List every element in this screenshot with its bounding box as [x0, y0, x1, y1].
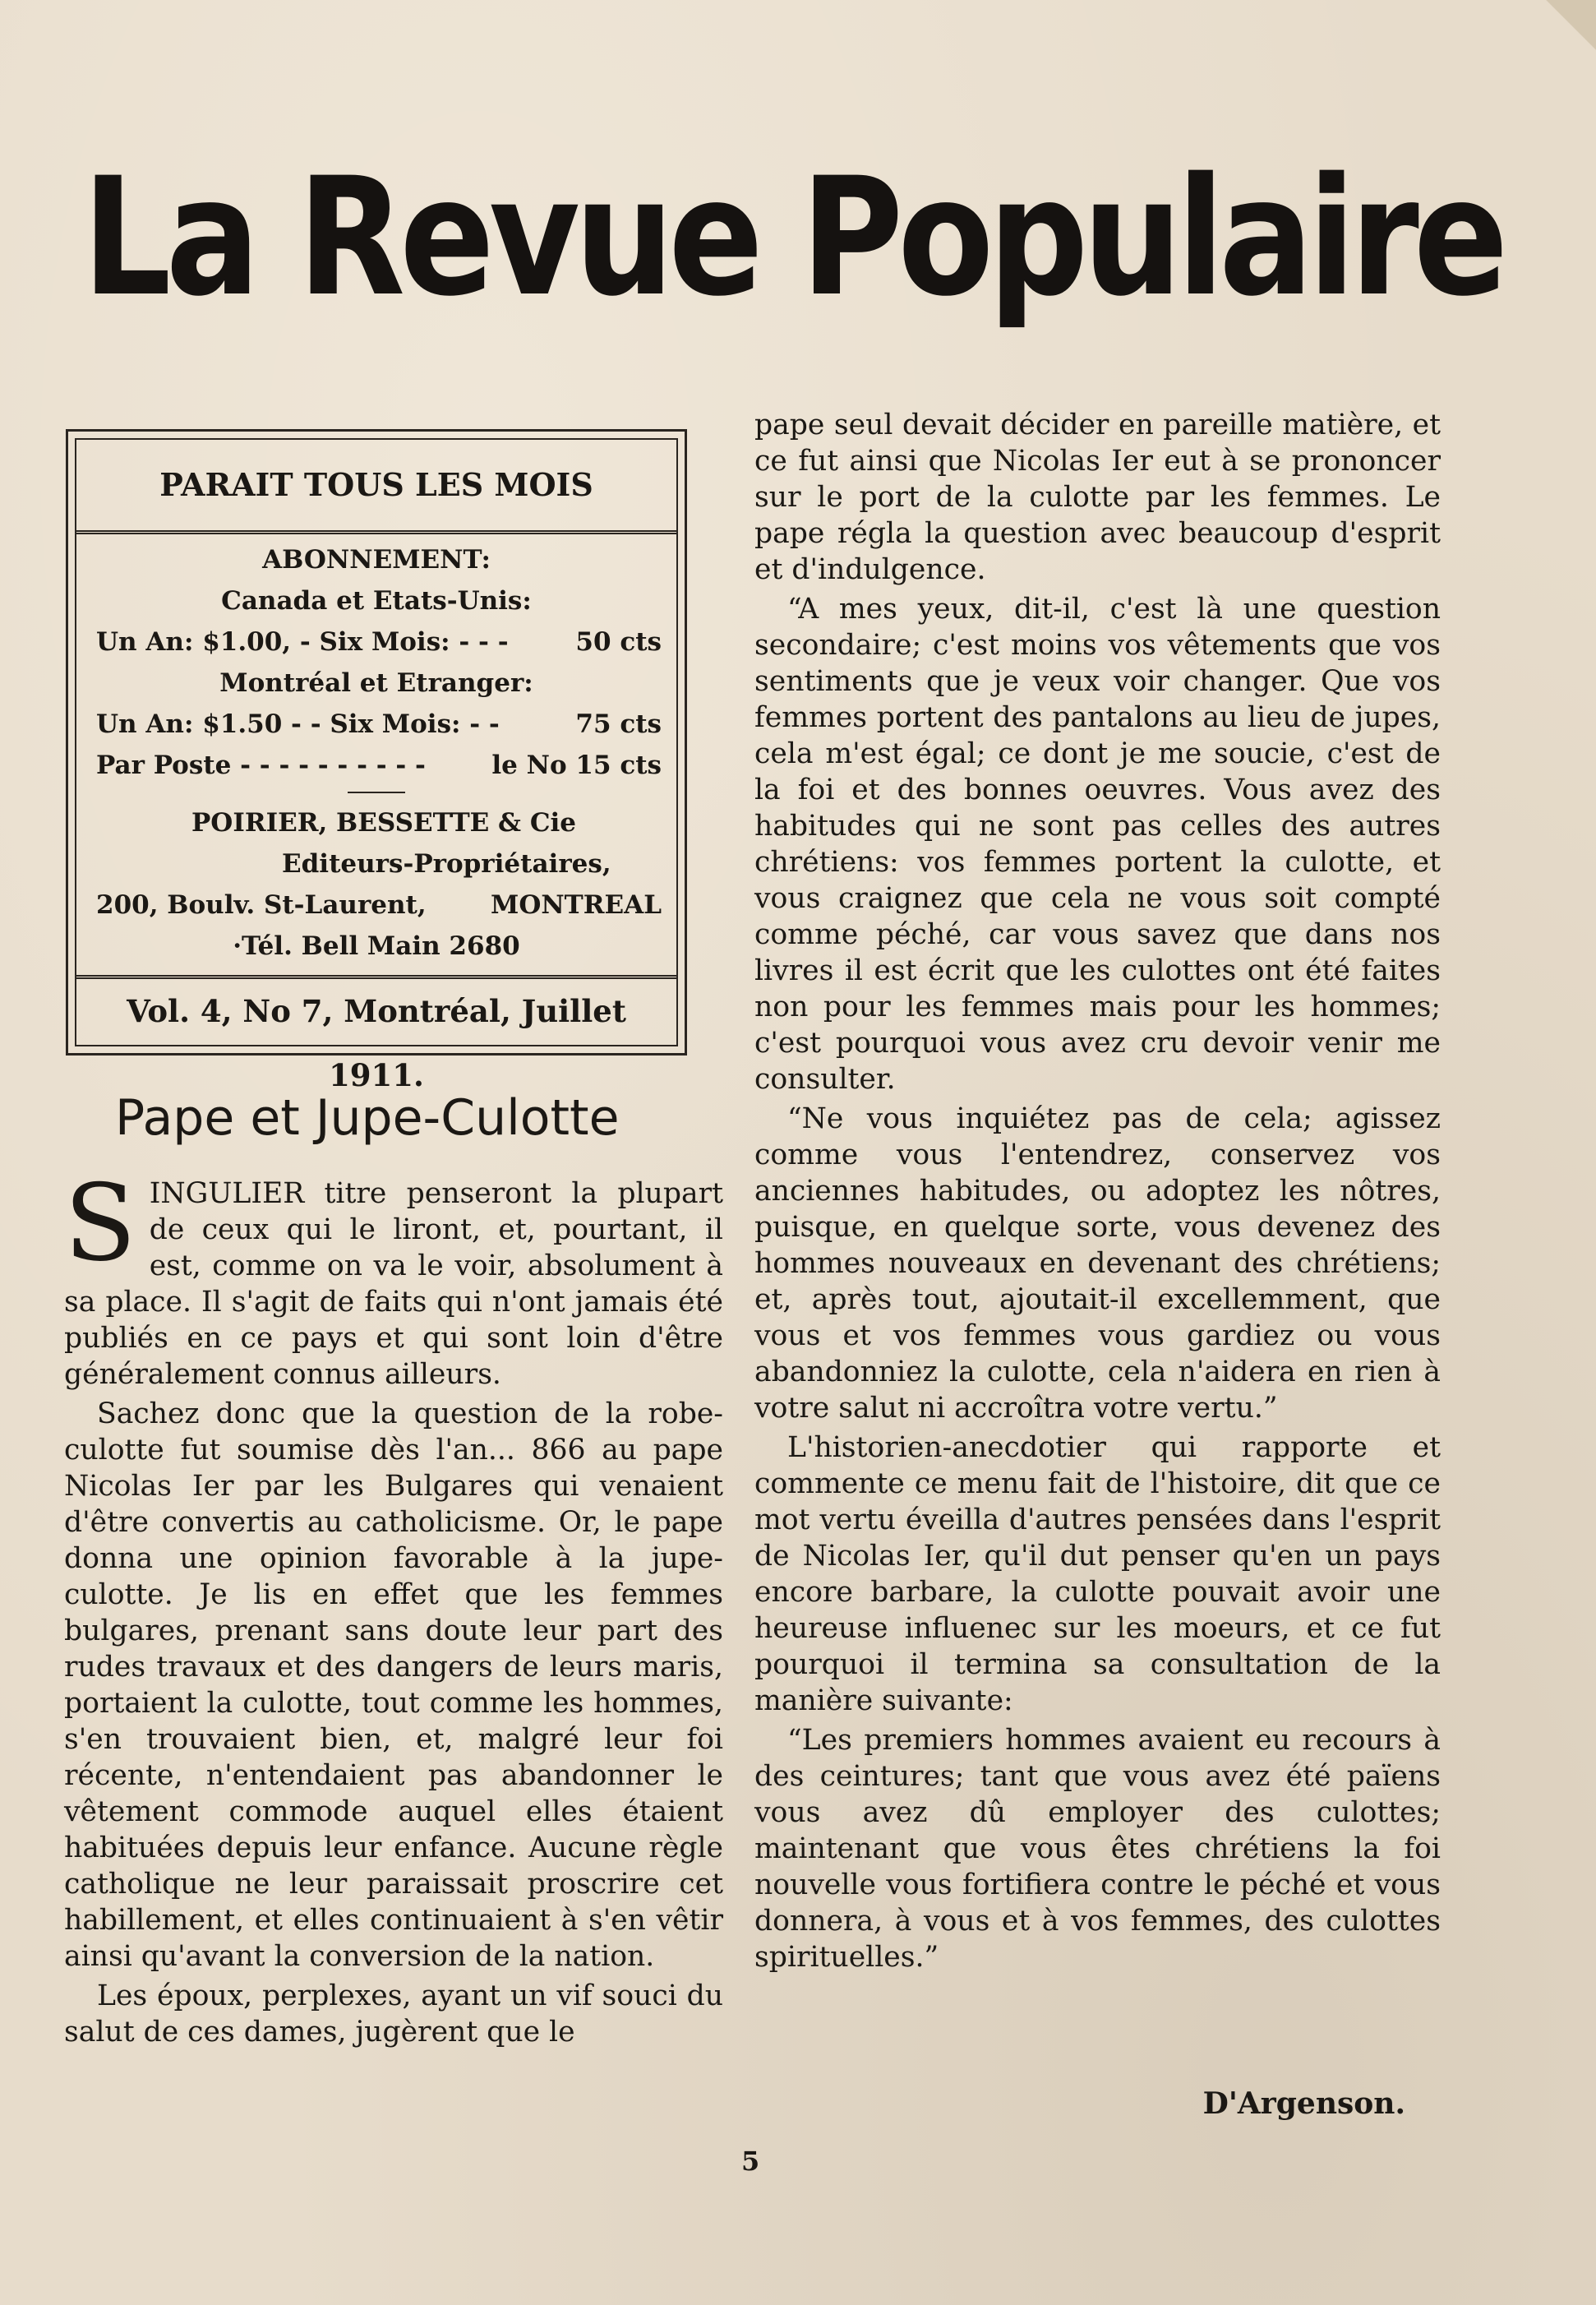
article-paragraph: Sachez donc que la question de la robe-culotte fut soumise dès l'an... 866 au pape Nicolas Ier par les Bulgares qui venaient d'être convertis au catholicisme. Or, le pape donna une opinion favorable à la jupe-culotte. Je lis en effet que les femmes bulgares, prenant sans doute leur part des rudes travaux et des dangers de leurs maris, portaient la culotte, tout comme les hommes, s'en trouvaient bien, et, malgré leur foi récente, n'entendaient pas abandonner le vêtement commode auquel elles étaient habituées depuis leur enfance. Aucune règle catholique ne leur paraissait proscrire cet habillement, et elles continuaient à s'en vêtir ainsi qu'avant la conversion de la nation. — [64, 1397, 723, 1973]
issue-info: Vol. 4, No 7, Montréal, Juillet 1911. — [76, 975, 676, 1045]
price-canada-six-months: 50 cts — [575, 627, 662, 657]
divider — [348, 792, 405, 793]
price-canada-terms: Un An: $1.00, - Six Mois: - - - — [96, 627, 509, 657]
author-signature: D'Argenson. — [1202, 2086, 1405, 2121]
article-title: Pape et Jupe-Culotte — [115, 1089, 620, 1147]
article-paragraph: “Les premiers hommes avaient eu recours à des ceintures; tant que vous avez été païens vous avez dû employer des culottes; maintenant que vous êtes chrétiens la foi nouvelle vous fortifiera contre le péché et vous donnera, à vous et à vos femmes, des culottes spirituelles.” — [754, 1724, 1441, 1974]
article-column-left — [64, 1162, 723, 2053]
article-paragraph: “A mes yeux, dit-il, c'est là une question secondaire; c'est moins vos vêtements que vos sentiments que je veux voir changer. Que vos femmes portent des pantalons au lieu de jupes, cela m'est égal; ce dont je me soucie, c'est de la foi et des bonnes oeuvres. Vous avez des habitudes qui ne sont pas celles des autres chrétiens: vos femmes portent la culotte, et vous craignez que cela ne vous soit compté comme péché, car vous savez que dans nos livres il est écrit que les culottes ont été faites non pour les femmes mais pour les hommes; c'est pourquoi vous avez cru devoir venir me consulter. — [754, 593, 1441, 1096]
phone-number: ·Tél. Bell Main 2680 — [233, 931, 520, 961]
publisher-name: POIRIER, BESSETTE & Cie — [191, 808, 577, 838]
post-price: le No 15 cts — [491, 751, 662, 780]
article-paragraph: pape seul devait décider en pareille matière, et ce fut ainsi que Nicolas Ier eut à se prononcer sur le port de la culotte par les femmes. Le pape régla la question avec beaucoup d'esprit et d'indulgence. — [754, 409, 1441, 586]
publisher-address — [76, 890, 676, 920]
region-canada-us: Canada et Etats-Unis: — [221, 586, 532, 616]
street-address: 200, Boulv. St-Laurent, — [96, 890, 427, 920]
article-paragraph: “Ne vous inquiétez pas de cela; agissez comme vous l'entendrez, conservez vos anciennes habitudes, ou adoptez les nôtres, puisque, en quelque sorte, vous devenez des hommes nouveaux en devenant des chrétiens; et, après tout, ajoutait-il excellemment, que vous et vos femmes vous gardiez ou vous abandonniez la culotte, cela n'aidera en rien à votre salut ni accroîtra votre vertu.” — [754, 1102, 1441, 1425]
price-row-montreal — [76, 709, 676, 739]
price-montreal-six-months: 75 cts — [575, 709, 662, 739]
article-paragraph: L'historien-anecdotier qui rapporte et commente ce menu fait de l'histoire, dit que ce mot vertu éveilla d'autres pensées dans l'esprit de Nicolas Ier, qu'il dut penser qu'en un pays encore barbare, la culotte pouvait avoir une heureuse influenec sur les moeurs, et ce fut pourquoi il termina sa consultation de la manière suivante: — [754, 1431, 1441, 1717]
article-column-right — [754, 407, 1441, 1979]
price-row-post — [76, 751, 676, 780]
region-montreal-foreign: Montréal et Etranger: — [219, 668, 533, 698]
subscription-box-inner — [75, 438, 678, 1093]
subscription-details — [76, 545, 676, 972]
publisher-role: Editeurs-Propriétaires, — [282, 849, 611, 879]
subscription-box — [66, 429, 687, 1093]
article-paragraph — [64, 1162, 723, 1393]
masthead-title: La Revue Populaire — [82, 142, 1503, 332]
price-montreal-terms: Un An: $1.50 - - Six Mois: - - — [96, 709, 500, 739]
page-fold-corner — [1530, 0, 1596, 58]
post-label: Par Poste - - - - - - - - - - — [96, 751, 426, 780]
paragraph-text: INGULIER titre penseront la plupart de ceux qui le liront, et, pourtant, il est, comme on va le voir, absolument à sa place. Il s'agit de faits qui n'ont jamais été publiés en ce pays et qui sont loin d'être généralement connus ailleurs. — [64, 1177, 723, 1391]
city: MONTREAL — [491, 890, 662, 920]
subscription-title: ABONNEMENT: — [262, 545, 491, 575]
drop-cap: S — [64, 1162, 136, 1285]
article-paragraph: Les époux, perplexes, ayant un vif souci du salut de ces dames, jugèrent que le — [64, 1979, 723, 2049]
publication-frequency: PARAIT TOUS LES MOIS — [76, 440, 676, 534]
price-row-canada — [76, 627, 676, 657]
page-number: 5 — [741, 2146, 760, 2177]
